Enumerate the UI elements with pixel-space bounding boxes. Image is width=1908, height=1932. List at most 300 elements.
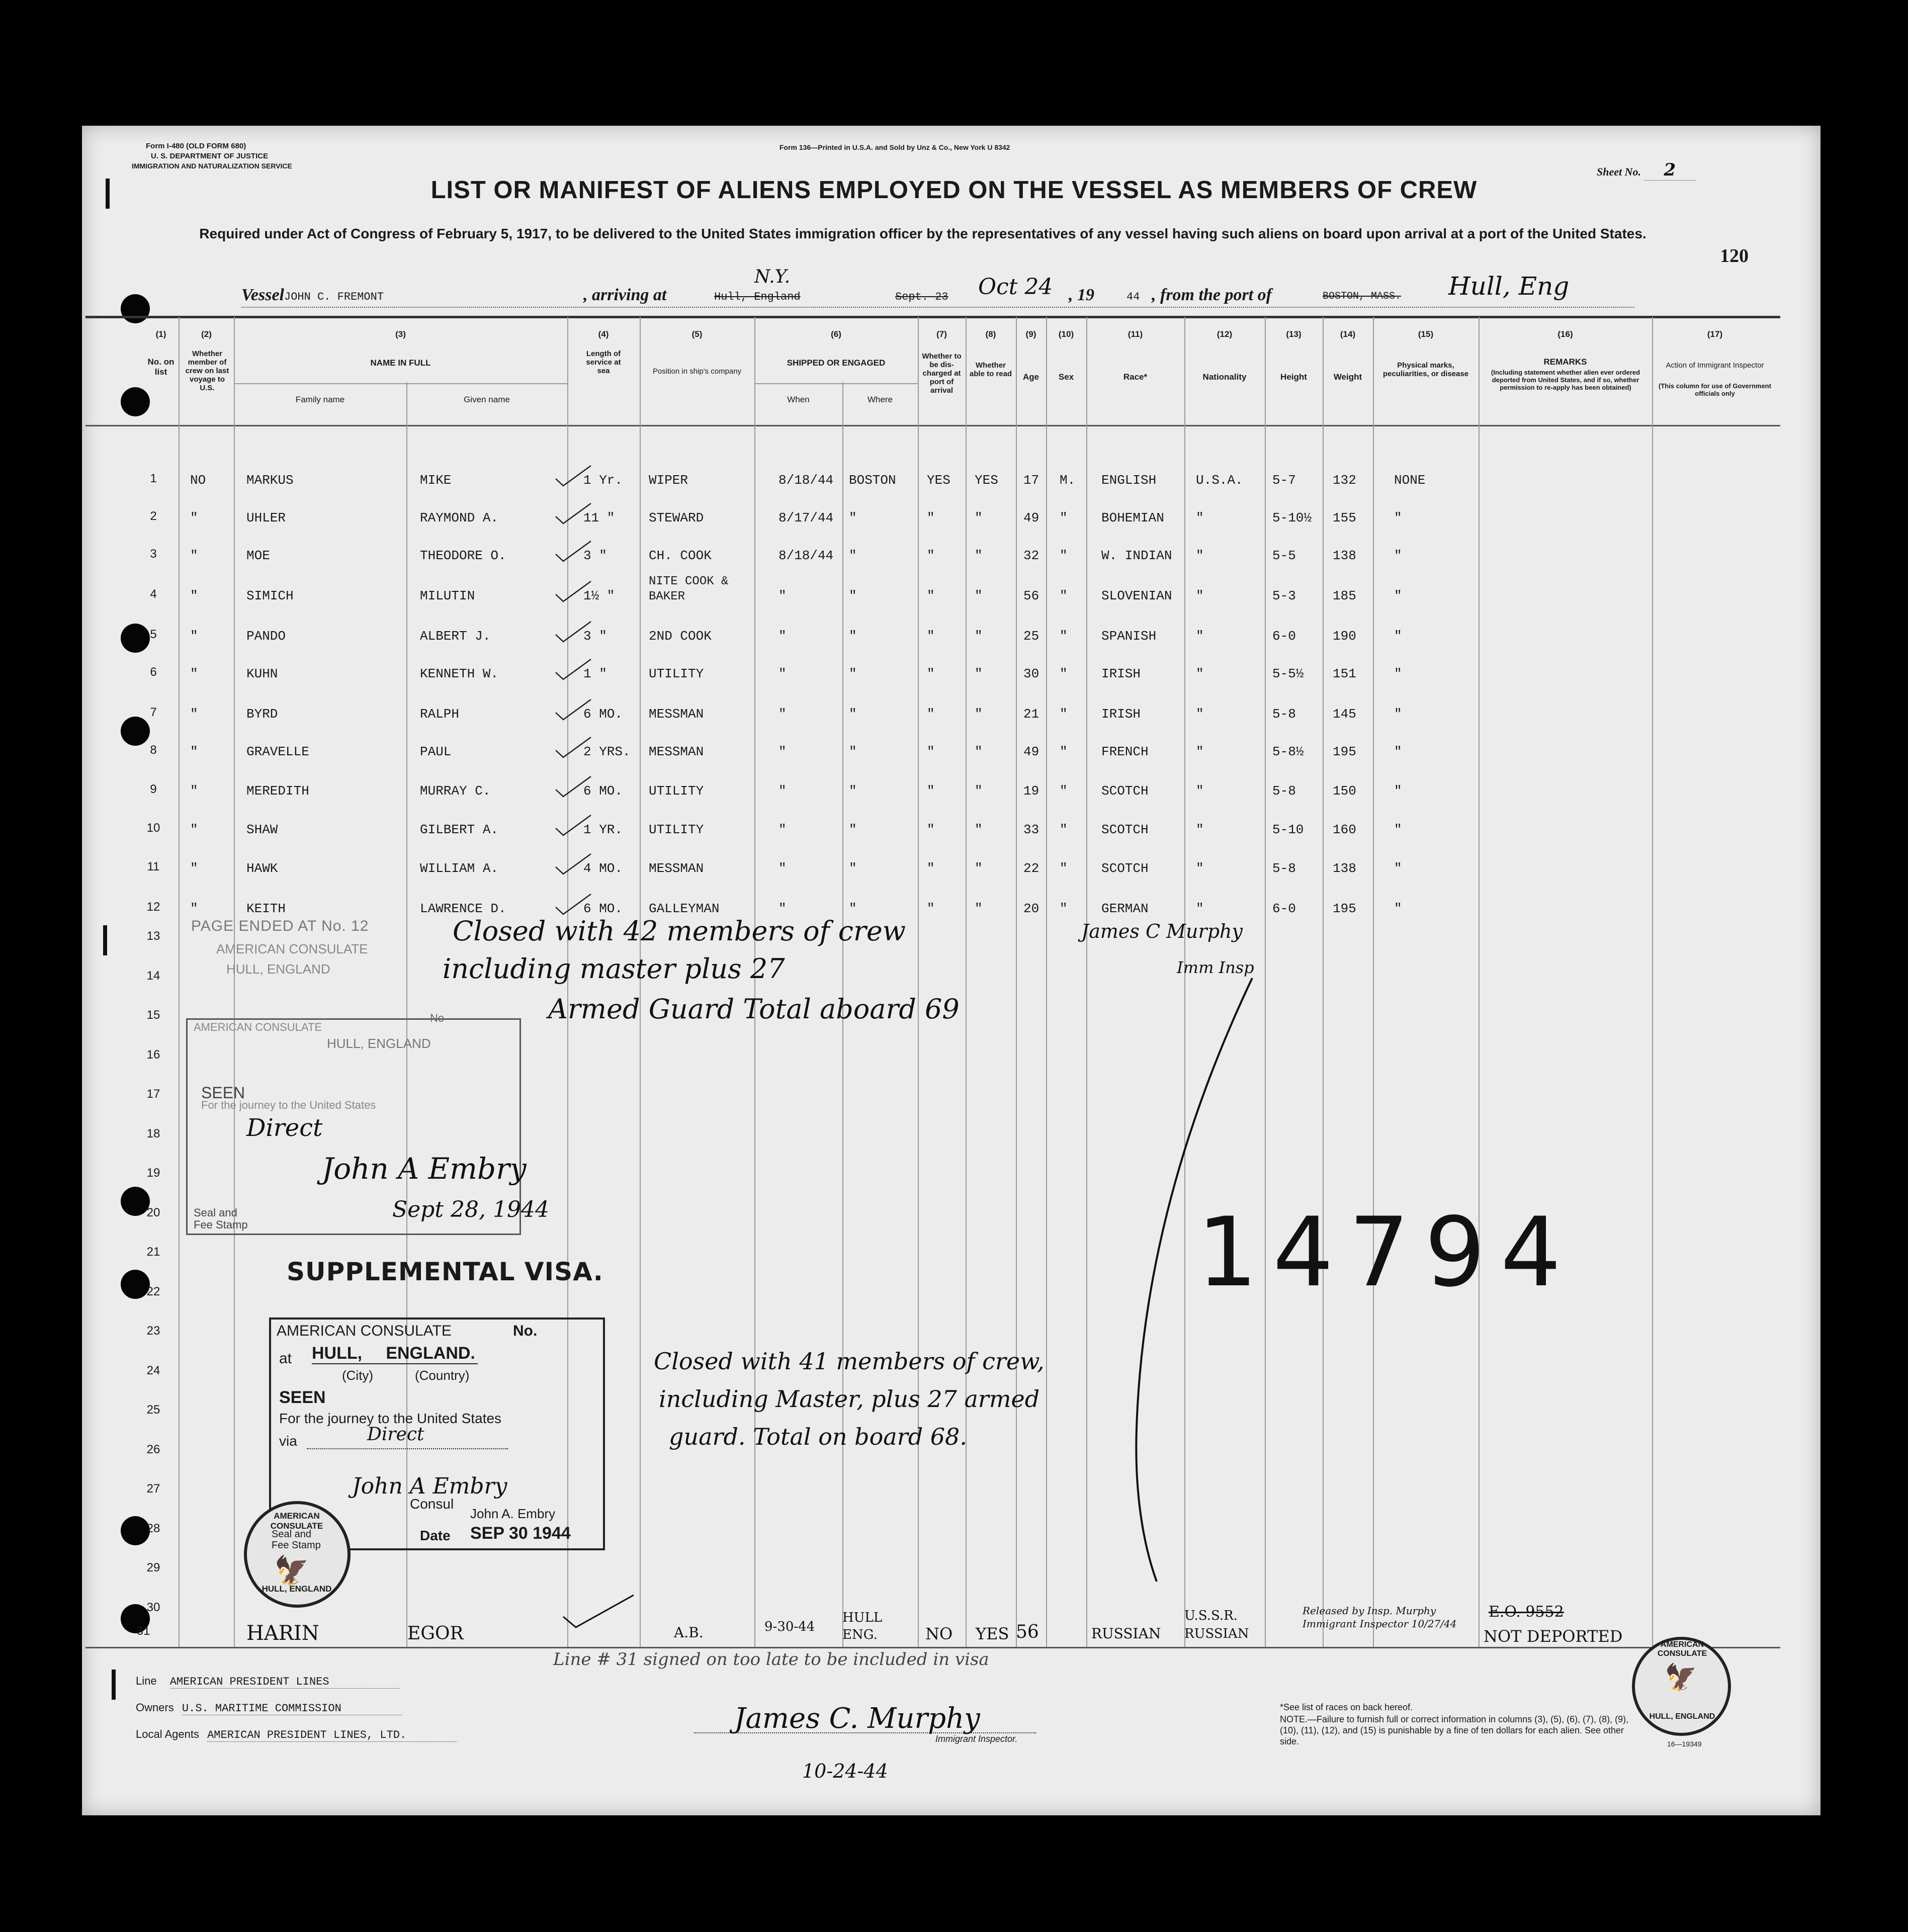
crew-discharged: " xyxy=(927,744,935,759)
faded-stamp-via: Direct xyxy=(246,1114,323,1142)
from-port: BOSTON, MASS. xyxy=(1323,291,1402,302)
faded-stamp-no: No xyxy=(430,1012,445,1024)
crew-weight: 138 xyxy=(1333,548,1356,563)
row31-read: YES xyxy=(976,1624,1009,1643)
crew-last: " xyxy=(190,707,198,722)
crew-discharged: " xyxy=(927,510,935,525)
crew-race: GERMAN xyxy=(1101,901,1149,916)
crew-when: 8/18/44 xyxy=(778,548,834,563)
supplemental-visa-title: SUPPLEMENTAL VISA. xyxy=(287,1257,603,1286)
column-divider xyxy=(1016,317,1017,1647)
row-number: 16 xyxy=(146,1047,160,1062)
line-value: AMERICAN PRESIDENT LINES xyxy=(170,1676,400,1689)
faded-stamp-seal: Seal and Fee Stamp xyxy=(194,1206,248,1231)
crew-discharged: " xyxy=(927,548,935,563)
row31-nationality: U.S.S.R. RUSSIAN xyxy=(1184,1608,1249,1641)
crew-service: 1½ " xyxy=(583,588,615,603)
crew-nationality: U.S.A. xyxy=(1196,473,1243,488)
row31-discharged: NO xyxy=(925,1624,953,1643)
crew-where: " xyxy=(849,510,857,525)
row31-remarks-released: Released by Insp. Murphy Immigrant Inspector 10/27/44 xyxy=(1303,1605,1457,1630)
crew-where: " xyxy=(849,548,857,563)
supp-journey: For the journey to the United States xyxy=(279,1411,502,1426)
supp-city: (City) xyxy=(342,1368,374,1383)
crew-weight: 151 xyxy=(1333,666,1356,681)
row-number: 14 xyxy=(146,969,160,983)
crew-read: YES xyxy=(975,473,998,488)
row-number: 2 xyxy=(150,509,157,523)
col-label-17: Action of Immigrant Inspector xyxy=(1666,361,1764,370)
faded-stamp-signature: John A Embry xyxy=(322,1152,527,1186)
crew-position: UTILITY xyxy=(649,666,704,681)
col-label-9: Age xyxy=(1022,372,1039,382)
crew-height: 5-8 xyxy=(1272,707,1296,722)
printer-note: Form 136—Printed in U.S.A. and Sold by Unz & Co., New York U 8342 xyxy=(779,143,1010,151)
col-label-4: Length of service at sea xyxy=(586,349,621,375)
crew-weight: 195 xyxy=(1333,901,1356,916)
col-num-8: (8) xyxy=(985,329,996,339)
crew-marks: NONE xyxy=(1394,473,1426,488)
crew-where: " xyxy=(849,666,857,681)
page-ended-text: PAGE ENDED AT No. 12 xyxy=(191,918,369,934)
crew-when: 8/17/44 xyxy=(778,510,834,525)
crew-given: PAUL xyxy=(420,744,452,759)
supp-signature: John A Embry xyxy=(352,1473,507,1499)
row31-where: HULL ENG. xyxy=(842,1610,883,1642)
crew-discharged: " xyxy=(927,666,935,681)
row-number: 28 xyxy=(146,1521,160,1535)
row31-position: A.B. xyxy=(674,1624,704,1641)
crew-where: " xyxy=(849,744,857,759)
column-divider xyxy=(179,317,180,1647)
col-label-8: Whether able to read xyxy=(969,361,1012,378)
row-number: 6 xyxy=(150,665,157,679)
closing-note-2-line1: Closed with 41 members of crew, xyxy=(654,1348,1045,1375)
col-num-5: (5) xyxy=(691,329,703,339)
form-code: 16—19349 xyxy=(1667,1740,1702,1748)
col-label-13: Height xyxy=(1280,372,1307,382)
row-number: 10 xyxy=(146,821,160,835)
crew-age: 22 xyxy=(1023,861,1039,876)
checkmark-icon xyxy=(553,539,593,564)
arriving-port-handwritten: N.Y. xyxy=(754,267,791,287)
crew-discharged: " xyxy=(927,861,935,876)
column-divider xyxy=(1373,317,1374,1647)
crew-family: GRAVELLE xyxy=(246,744,309,759)
crew-given: MURRAY C. xyxy=(420,783,491,799)
crew-position: MESSMAN xyxy=(649,744,704,759)
row31-race: RUSSIAN xyxy=(1091,1625,1161,1642)
col-num-4: (4) xyxy=(598,329,609,339)
crew-age: 21 xyxy=(1023,707,1039,722)
col-where: Where xyxy=(867,395,893,404)
consulate-seal-left-mid: Seal and Fee Stamp xyxy=(272,1529,321,1551)
crew-discharged: " xyxy=(927,783,935,799)
line31-note: Line # 31 signed on too late to be included in visa xyxy=(553,1649,989,1670)
crew-height: 5-3 xyxy=(1272,588,1296,603)
faded-stamp-date: Sept 28, 1944 xyxy=(392,1197,549,1222)
crew-weight: 190 xyxy=(1333,629,1356,644)
crew-marks: " xyxy=(1394,901,1402,916)
crew-read: " xyxy=(975,548,983,563)
crew-sex: " xyxy=(1060,629,1068,644)
row-number: 1 xyxy=(150,472,157,485)
file-number: 14794 xyxy=(1197,1197,1577,1308)
col-label-15: Physical marks, peculiarities, or disease xyxy=(1382,361,1469,378)
column-divider xyxy=(1652,317,1653,1647)
crew-family: PANDO xyxy=(246,629,286,644)
col-label-6: SHIPPED OR ENGAGED xyxy=(787,358,886,368)
supp-no: No. xyxy=(513,1323,538,1339)
checkmark-icon xyxy=(553,579,593,604)
footer-agents xyxy=(136,1728,457,1741)
crew-height: 5-5 xyxy=(1272,548,1296,563)
checkmark-icon xyxy=(553,501,593,526)
crew-service: 6 MO. xyxy=(583,783,623,799)
col-note-17: (This column for use of Government officials only xyxy=(1659,382,1771,397)
supp-via: via xyxy=(279,1433,297,1449)
punch-hole xyxy=(121,294,150,323)
page-number: 120 xyxy=(1720,245,1749,267)
page-subtitle: Required under Act of Congress of February 5, 1917, to be delivered to the United States immigration officer by the representatives of any vessel having such aliens on board upon arrival at a port of the United States. xyxy=(199,226,1646,241)
name-subheader-line xyxy=(234,383,567,384)
crew-given: ALBERT J. xyxy=(420,629,491,644)
crew-sex: " xyxy=(1060,548,1068,563)
row-number: 23 xyxy=(146,1324,160,1338)
closing-note-1-line3: Armed Guard Total aboard 69 xyxy=(548,993,960,1025)
crew-marks: " xyxy=(1394,707,1402,722)
crew-weight: 138 xyxy=(1333,861,1356,876)
crew-read: " xyxy=(975,510,983,525)
crew-discharged: " xyxy=(927,588,935,603)
column-divider xyxy=(1323,317,1324,1647)
supp-place: HULL, ENGLAND. xyxy=(312,1344,478,1364)
row31-when: 9-30-44 xyxy=(764,1619,815,1634)
crew-where: " xyxy=(849,707,857,722)
table-header-divider xyxy=(85,425,1780,426)
crew-last: " xyxy=(190,666,198,681)
owners-value: U.S. MARITIME COMMISSION xyxy=(182,1702,402,1715)
sheet-value: 2 xyxy=(1644,160,1696,181)
closing-note-2-line3: guard. Total on board 68. xyxy=(669,1423,967,1450)
crew-given: WILLIAM A. xyxy=(420,861,499,876)
inspector-signature-line xyxy=(694,1732,1036,1733)
crew-read: " xyxy=(975,666,983,681)
col-label-1: No. on list xyxy=(147,357,175,377)
arriving-label: , arriving at xyxy=(583,286,667,304)
crew-nationality: " xyxy=(1196,666,1204,681)
crew-given: KENNETH W. xyxy=(420,666,499,681)
col-num-13: (13) xyxy=(1286,329,1302,339)
penalty-note: NOTE.—Failure to furnish full or correct information in columns (3), (5), (6), (7), (8), (9), (10), (11), (12), and (15) is punishable by a fine of ten dollars for each alien. See other side. xyxy=(1280,1714,1629,1746)
crew-nationality: " xyxy=(1196,744,1204,759)
checkmark-icon xyxy=(553,464,593,489)
col-num-3: (3) xyxy=(395,329,406,339)
crew-when: " xyxy=(778,666,787,681)
from-port-handwritten: Hull, Eng xyxy=(1448,272,1570,301)
crew-position: GALLEYMAN xyxy=(649,901,720,916)
col-num-7: (7) xyxy=(936,329,947,339)
service: IMMIGRATION AND NATURALIZATION SERVICE xyxy=(132,162,292,170)
faded-stamp-at: HULL, ENGLAND xyxy=(327,1036,431,1051)
supp-via-line xyxy=(307,1448,508,1449)
crew-where: " xyxy=(849,588,857,603)
crew-nationality: " xyxy=(1196,783,1204,799)
owners-label: Owners xyxy=(136,1701,174,1714)
col-num-2: (2) xyxy=(201,329,212,339)
crew-when: " xyxy=(778,744,787,759)
crew-given: LAWRENCE D. xyxy=(420,901,506,916)
row-number: 12 xyxy=(146,900,160,914)
row-number: 21 xyxy=(146,1245,160,1259)
crew-nationality: " xyxy=(1196,861,1204,876)
faded-stamp-consulate: AMERICAN CONSULATE xyxy=(194,1021,322,1033)
punch-hole xyxy=(121,717,150,746)
crew-race: SLOVENIAN xyxy=(1101,588,1172,603)
row-number: 17 xyxy=(146,1087,160,1101)
arrival-year: 44 xyxy=(1126,291,1140,303)
crew-nationality: " xyxy=(1196,629,1204,644)
supp-at: at xyxy=(279,1350,292,1367)
crew-sex: " xyxy=(1060,861,1068,876)
crew-family: MOE xyxy=(246,548,270,563)
col-label-3: NAME IN FULL xyxy=(370,358,431,368)
crew-height: 6-0 xyxy=(1272,629,1296,644)
crew-race: W. INDIAN xyxy=(1101,548,1172,563)
crew-when: " xyxy=(778,629,787,644)
crew-weight: 185 xyxy=(1333,588,1356,603)
department: U. S. DEPARTMENT OF JUSTICE xyxy=(151,152,269,160)
crew-race: ENGLISH xyxy=(1101,473,1157,488)
crew-when: " xyxy=(778,588,787,603)
checkmark-icon xyxy=(553,735,593,760)
row-number: 7 xyxy=(150,706,157,719)
crew-race: FRENCH xyxy=(1101,744,1149,759)
col-note-16: (Including statement whether alien ever ordered deported from United States, and if so, whether permission to re-apply has been obtained) xyxy=(1491,369,1640,391)
crew-last: " xyxy=(190,901,198,916)
col-num-10: (10) xyxy=(1058,329,1074,339)
crew-given: RALPH xyxy=(420,707,460,722)
row-number-31: 31 xyxy=(136,1624,150,1638)
table-bottom-border xyxy=(85,1647,1780,1648)
crew-race: IRISH xyxy=(1101,666,1141,681)
crew-sex: " xyxy=(1060,901,1068,916)
col-num-14: (14) xyxy=(1340,329,1356,339)
crew-sex: " xyxy=(1060,666,1068,681)
crew-family: SHAW xyxy=(246,822,278,837)
faded-stamp-journey: For the journey to the United States xyxy=(201,1099,376,1111)
row31-eo: E.O. 9552 xyxy=(1489,1603,1564,1621)
row31-family: HARIN xyxy=(246,1622,319,1645)
eagle-icon: 🦅 xyxy=(1665,1663,1697,1692)
table-top-border xyxy=(85,316,1780,318)
crew-nationality: " xyxy=(1196,588,1204,603)
closing-note-1-line2: including master plus 27 xyxy=(443,953,785,985)
checkmark-icon xyxy=(553,852,593,877)
col-num-17: (17) xyxy=(1707,329,1723,339)
crew-last: " xyxy=(190,861,198,876)
faded-stamp-seen: SEEN xyxy=(201,1084,245,1102)
crew-family: BYRD xyxy=(246,707,278,722)
crew-height: 5-8 xyxy=(1272,783,1296,799)
crew-sex: " xyxy=(1060,744,1068,759)
crew-service: 1 " xyxy=(583,666,607,681)
crew-service: 6 MO. xyxy=(583,901,623,916)
column-divider xyxy=(1479,317,1480,1647)
crew-sex: " xyxy=(1060,707,1068,722)
row-number: 8 xyxy=(150,743,157,757)
crew-when: " xyxy=(778,861,787,876)
crew-discharged: YES xyxy=(927,473,950,488)
crew-family: KEITH xyxy=(246,901,286,916)
row-number: 13 xyxy=(146,929,160,943)
row-number: 15 xyxy=(146,1008,160,1022)
column-divider xyxy=(1086,317,1087,1647)
row-number: 3 xyxy=(150,547,157,561)
column-divider xyxy=(1265,317,1266,1647)
crew-marks: " xyxy=(1394,861,1402,876)
crew-marks: " xyxy=(1394,822,1402,837)
crew-last: " xyxy=(190,588,198,603)
col-label-12: Nationality xyxy=(1202,372,1247,382)
supp-seen: SEEN xyxy=(279,1388,326,1407)
crew-where: " xyxy=(849,901,857,916)
crew-service: 2 YRS. xyxy=(583,744,631,759)
crew-height: 5-10½ xyxy=(1272,510,1312,525)
crew-read: " xyxy=(975,744,983,759)
crew-position: MESSMAN xyxy=(649,707,704,722)
crew-when: " xyxy=(778,707,787,722)
crew-height: 5-5½ xyxy=(1272,666,1304,681)
footer-owners xyxy=(136,1701,402,1715)
row-number: 9 xyxy=(150,782,157,796)
crew-family: MEREDITH xyxy=(246,783,309,799)
crew-family: MARKUS xyxy=(246,473,294,488)
crew-sex: " xyxy=(1060,510,1068,525)
crew-read: " xyxy=(975,822,983,837)
supp-via-hand: Direct xyxy=(367,1424,424,1445)
row31-age: 56 xyxy=(1016,1622,1039,1642)
crew-when: " xyxy=(778,901,787,916)
crew-height: 6-0 xyxy=(1272,901,1296,916)
column-divider xyxy=(234,317,235,1647)
crew-nationality: " xyxy=(1196,822,1204,837)
row-number: 11 xyxy=(147,860,160,873)
crew-age: 49 xyxy=(1023,510,1039,525)
crew-age: 49 xyxy=(1023,744,1039,759)
crew-position: CH. COOK xyxy=(649,548,712,563)
row-number: 20 xyxy=(146,1205,160,1219)
form-id: Form I-480 (OLD FORM 680) xyxy=(146,142,246,150)
col-family-name: Family name xyxy=(295,395,345,404)
inspector-signature: James C. Murphy xyxy=(734,1702,980,1735)
shipped-subheader-line xyxy=(754,383,918,384)
crew-position: MESSMAN xyxy=(649,861,704,876)
crew-height: 5-10 xyxy=(1272,822,1304,837)
row-number: 24 xyxy=(146,1363,160,1377)
crew-last: " xyxy=(190,783,198,799)
page-title: LIST OR MANIFEST OF ALIENS EMPLOYED ON THE VESSEL AS MEMBERS OF CREW xyxy=(430,177,1478,204)
supp-country: (Country) xyxy=(415,1368,470,1383)
col-label-7: Whether to be dis-charged at port of arrival xyxy=(922,352,962,395)
crew-weight: 145 xyxy=(1333,707,1356,722)
crew-marks: " xyxy=(1394,548,1402,563)
row31-checkmark xyxy=(561,1594,636,1629)
footer-line xyxy=(136,1675,400,1688)
crew-service: 4 MO. xyxy=(583,861,623,876)
checkmark-icon xyxy=(553,813,593,838)
crew-service: 1 YR. xyxy=(583,822,623,837)
inspector-title: Immigrant Inspector. xyxy=(935,1734,1018,1744)
crew-nationality: " xyxy=(1196,707,1204,722)
col-label-2: Whether member of crew on last voyage to U.S. xyxy=(185,349,229,392)
crew-nationality: " xyxy=(1196,510,1204,525)
crew-service: 11 " xyxy=(583,510,615,525)
crew-nationality: " xyxy=(1196,548,1204,563)
punch-hole xyxy=(121,387,150,416)
col-label-14: Weight xyxy=(1333,372,1362,382)
row31-given: EGOR xyxy=(407,1623,464,1644)
crew-position: UTILITY xyxy=(649,783,704,799)
crew-family: KUHN xyxy=(246,666,278,681)
crew-marks: " xyxy=(1394,783,1402,799)
crew-race: SPANISH xyxy=(1101,629,1157,644)
crew-discharged: " xyxy=(927,901,935,916)
col-num-16: (16) xyxy=(1557,329,1573,339)
crew-race: SCOTCH xyxy=(1101,822,1149,837)
col-num-1: (1) xyxy=(155,329,166,339)
crew-sex: " xyxy=(1060,588,1068,603)
page-ended-stamp-line3: HULL, ENGLAND xyxy=(226,961,330,977)
crew-where: BOSTON xyxy=(849,473,896,488)
crew-weight: 160 xyxy=(1333,822,1356,837)
consulate-seal-left-top: AMERICAN CONSULATE xyxy=(270,1511,323,1531)
crew-given: THEODORE O. xyxy=(420,548,506,563)
crew-when: " xyxy=(778,783,787,799)
crew-last: NO xyxy=(190,473,206,488)
crew-nationality: " xyxy=(1196,901,1204,916)
row-number: 19 xyxy=(146,1166,160,1180)
crew-last: " xyxy=(190,548,198,563)
supp-consulate: AMERICAN CONSULATE xyxy=(277,1323,452,1339)
vessel-label: Vessel xyxy=(241,286,284,304)
closing-note-2-line2: including Master, plus 27 armed xyxy=(659,1385,1040,1413)
year-prefix: , 19 xyxy=(1069,286,1094,304)
crew-position: UTILITY xyxy=(649,822,704,837)
crew-last: " xyxy=(190,510,198,525)
col-num-6: (6) xyxy=(831,329,841,339)
row-number: 26 xyxy=(146,1442,160,1456)
row-number: 29 xyxy=(146,1561,160,1574)
checkmark-icon xyxy=(553,657,593,682)
sheet-label: Sheet No. xyxy=(1597,165,1641,178)
row-number: 25 xyxy=(146,1403,160,1417)
crew-age: 20 xyxy=(1023,901,1039,916)
agents-value: AMERICAN PRESIDENT LINES, LTD. xyxy=(207,1729,457,1742)
col-label-10: Sex xyxy=(1058,372,1074,382)
crew-age: 30 xyxy=(1023,666,1039,681)
col-label-5: Position in ship's company xyxy=(652,367,742,376)
vessel-name: JOHN C. FREMONT xyxy=(284,291,384,303)
col-label-11: Race* xyxy=(1123,372,1148,382)
col-num-12: (12) xyxy=(1217,329,1233,339)
crew-last: " xyxy=(190,629,198,644)
page-ended-stamp-line2: AMERICAN CONSULATE xyxy=(216,941,368,956)
crew-position: WIPER xyxy=(649,473,688,488)
line-label: Line xyxy=(136,1675,157,1687)
crew-age: 32 xyxy=(1023,548,1039,563)
crew-read: " xyxy=(975,861,983,876)
